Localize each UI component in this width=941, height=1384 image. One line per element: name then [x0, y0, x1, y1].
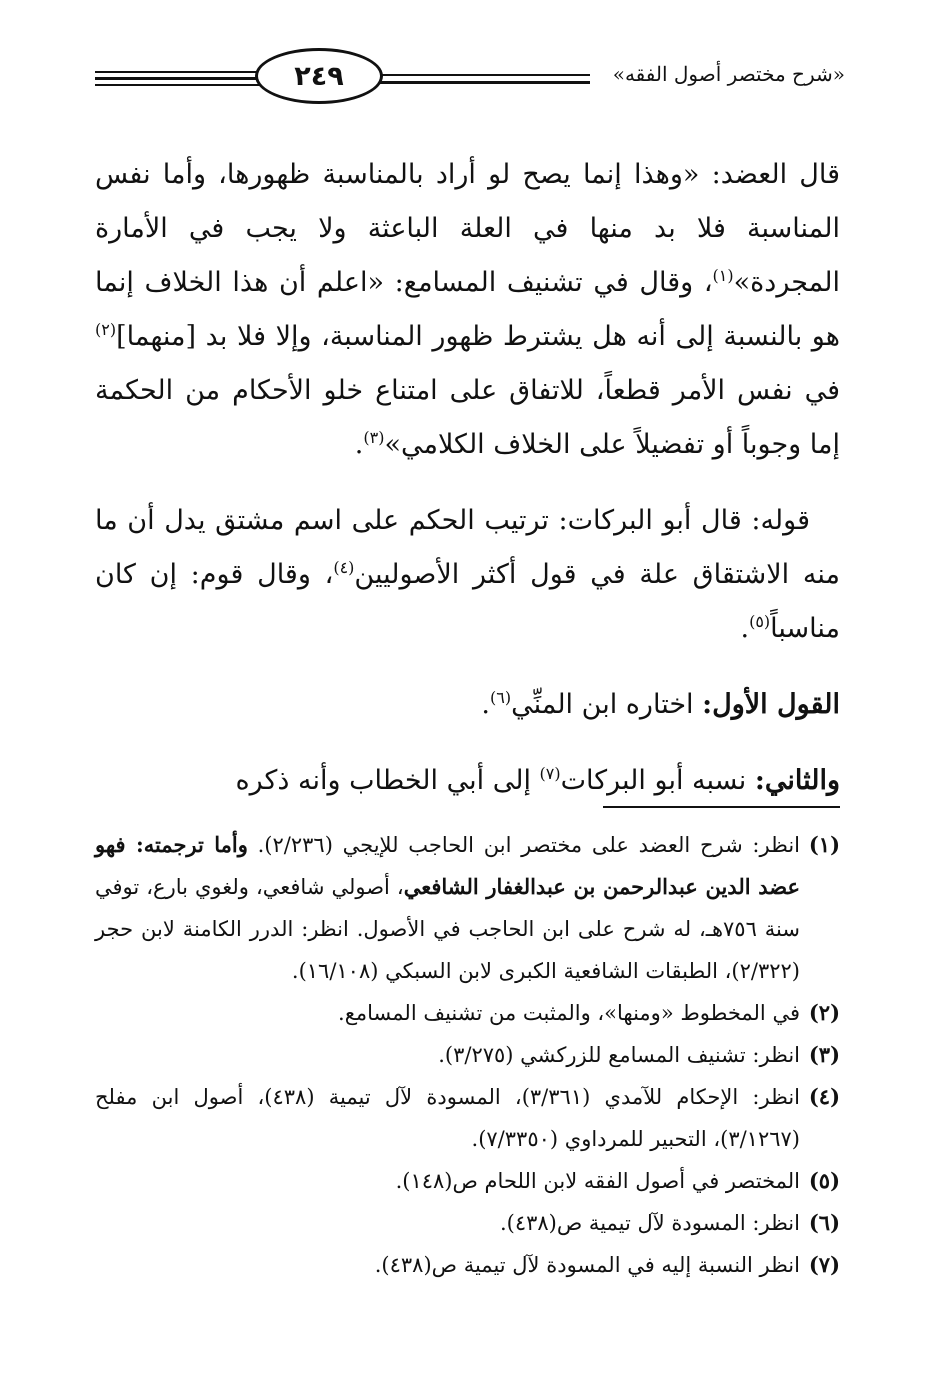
- paragraph-text: قال العضد: «وهذا إنما يصح لو أراد بالمناسبة ظهورها، وأما نفس المناسبة فلا بد منها في العلة الباعثة ولا يجب في الأمارة المجردة»: [95, 159, 840, 298]
- footnote-text: انظر: المسودة لآل تيمية ص(٤٣٨).: [499, 1211, 800, 1235]
- footnote-ref[interactable]: (٢): [95, 320, 117, 339]
- footnote-item: [95, 1034, 840, 1076]
- header-rule: [95, 84, 275, 86]
- paragraph-text: ، وقال في تشنيف المسامع: «اعلم أن هذا الخلاف إنما هو بالنسبة إلى أنه هل يشترط ظهور المناسبة، وإلا فلا بد [منهما]: [95, 267, 840, 352]
- footnote-text: انظر: الإحكام للآمدي (٣/٣٦١)، المسودة لآل تيمية (٤٣٨)، أصول ابن مفلح (٣/١٢٦٧)، التحبير للمرداوي (٧/٣٣٥٠).: [95, 1085, 800, 1151]
- paragraph-text: في نفس الأمر قطعاً، للاتفاق على امتناع خلو الأحكام من الحكمة إما وجوباً أو تفضيلاً على الخلاف الكلامي»: [95, 375, 840, 460]
- footnote-ref[interactable]: (٣): [363, 428, 385, 447]
- paragraph: [95, 494, 840, 656]
- footnote-number: (٢): [808, 1000, 840, 1025]
- paragraph-text: نسبه أبو البركات: [560, 765, 755, 796]
- paragraph-text: إلى أبي الخطاب وأنه ذكره: [235, 765, 540, 796]
- footnote-text-part: انظر: شرح العضد على مختصر ابن الحاجب للإيجي (٢/٢٣٦).: [247, 833, 801, 857]
- footnote-item: [95, 1160, 840, 1202]
- footnote-item: [95, 1076, 840, 1160]
- footnote-text: انظر: تشنيف المسامع للزركشي (٣/٢٧٥).: [438, 1043, 800, 1067]
- footnote-number: (٤): [808, 1084, 840, 1109]
- header-rule: [95, 71, 275, 73]
- footnote-ref[interactable]: (١): [712, 266, 734, 285]
- footnote-ref[interactable]: (٥): [749, 612, 771, 631]
- paragraph: [95, 754, 840, 808]
- paragraph-text: .: [354, 429, 364, 460]
- paragraph-text: اختاره ابن المنِّي: [511, 689, 703, 720]
- paragraph-text: .: [481, 689, 490, 720]
- footnote-item: [95, 992, 840, 1034]
- paragraph-text: .: [740, 613, 750, 644]
- footnote-text: في المخطوط «ومنها»، والمثبت من تشنيف المسامع.: [338, 1001, 800, 1025]
- footnote-number: (٥): [808, 1168, 840, 1193]
- paragraph-text: ، وقال قوم: إن كان مناسباً: [95, 559, 840, 644]
- footnote-number: (١): [808, 832, 840, 857]
- paragraph-text: قوله: قال أبو البركات: ترتيب الحكم على اسم مشتق يدل أن ما منه الاشتقاق علة في قول أكثر الأصوليين: [95, 505, 840, 590]
- footnote-item: [95, 1244, 840, 1286]
- footnotes: [95, 824, 840, 1286]
- header-rule: [375, 81, 590, 84]
- header-rule: [95, 77, 275, 80]
- footnote-number: (٣): [808, 1042, 840, 1067]
- footnote-text-part: ، أصولي شافعي، ولغوي بارع، توفي سنة ٧٥٦هـ، له شرح على ابن الحاجب في الأصول. انظر: الدرر الكامنة لابن حجر (٢/٣٢٢)، الطبقات الشافعية الكبرى لابن السبكي (١٦/١٠٨).: [95, 875, 800, 983]
- footnote-ref[interactable]: (٦): [489, 688, 512, 707]
- footnote-text: انظر النسبة إليه في المسودة لآل تيمية ص(٤٣٨).: [374, 1253, 800, 1277]
- running-title: «شرح مختصر أصول الفقه»: [612, 62, 845, 86]
- page-header: [95, 42, 845, 112]
- footnote-text: المختصر في أصول الفقه لابن اللحام ص(١٤٨).: [395, 1169, 800, 1193]
- main-text: [95, 148, 840, 808]
- footnote-bold-part: وأما ترجمته: فهو عضد الدين عبدالرحمن بن عبدالغفار الشافعي: [95, 832, 801, 899]
- header-rule: [375, 74, 590, 76]
- footnote-text: [95, 824, 800, 992]
- footnote-ref[interactable]: (٧): [539, 764, 561, 783]
- paragraph: [95, 678, 840, 732]
- section-label: والثاني:: [754, 765, 840, 796]
- footnote-number: (٧): [808, 1252, 840, 1277]
- footnote-number: (٦): [808, 1210, 840, 1235]
- paragraph: [95, 148, 840, 472]
- section-label: القول الأول:: [702, 689, 840, 720]
- page-number: ٢٤٩: [255, 48, 383, 104]
- footnote-separator: [603, 806, 840, 808]
- footnote-item: [95, 824, 840, 992]
- footnote-item: [95, 1202, 840, 1244]
- footnote-ref[interactable]: (٤): [333, 558, 355, 577]
